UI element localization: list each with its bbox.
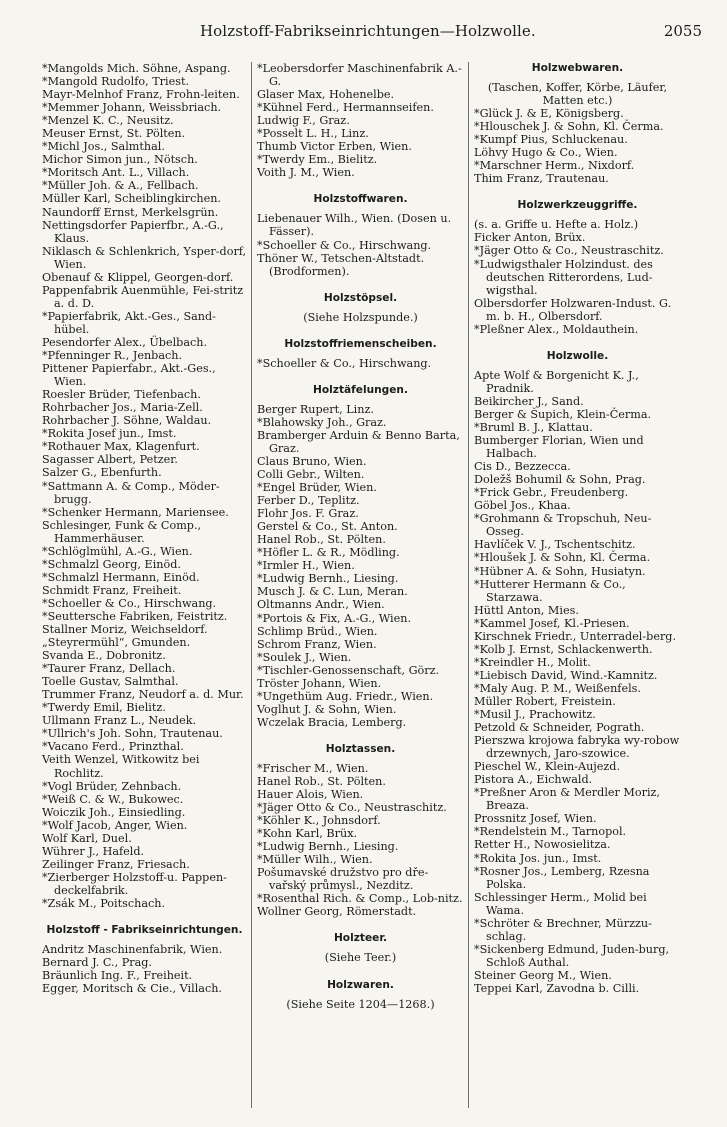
entries-list (42, 62, 247, 910)
list-item: *Kumpf Pius, Schluckenau. (474, 133, 628, 147)
list-item: *Sattmann A. & Comp., Möder-brugg. (42, 479, 220, 506)
list-item: *Glück J. & E, Königsberg. (474, 107, 624, 121)
page-number: 2055 (663, 22, 702, 40)
list-item: Pappenfabrik Auenmühle, Fei-stritz a. d. D. (42, 283, 244, 310)
section-title-holzwolle: Holzwolle. (546, 349, 609, 362)
list-item: *Weiß C. & W., Bukowec. (42, 792, 184, 806)
list-item: *Schmalzl Hermann, Einöd. (42, 570, 200, 584)
list-item: Steiner Georg M., Wien. (474, 968, 612, 982)
list-item: Toelle Gustav, Salmthal. (42, 675, 179, 689)
list-item: Ullmann Franz L., Neudek. (42, 714, 197, 728)
list-item: Zeilinger Franz, Friesach. (42, 857, 190, 871)
list-item: *Rosner Jos., Lemberg, Rzesna Polska. (474, 864, 650, 891)
list-item: *Engel Brüder, Wien. (257, 481, 377, 495)
list-item: *Hübner A. & Sohn, Husiatyn. (474, 564, 646, 578)
list-item: *Portois & Fix, A.-G., Wien. (257, 611, 412, 625)
list-item: *Höfler L. & R., Mödling. (257, 546, 400, 560)
entries-list (257, 403, 464, 729)
list-item: *Wolf Jacob, Anger, Wien. (42, 818, 188, 832)
list-item: *Schoeller & Co., Hirschwang. (42, 596, 217, 610)
list-item: Thöner W., Tetschen-Altstadt. (Brodformen). (257, 251, 425, 278)
entries-list (257, 62, 464, 179)
list-item: *Tischler-Genossenschaft, Görz. (257, 663, 440, 677)
list-item: Gerstel & Co., St. Anton. (257, 520, 398, 534)
list-item: Obenauf & Klippel, Georgen-dorf. (42, 270, 234, 284)
list-item: „Steyrermühl“, Gmunden. (42, 636, 191, 650)
entries-list (474, 369, 681, 995)
list-item: Claus Bruno, Wien. (257, 454, 367, 468)
column-2 (257, 62, 464, 1011)
list-item: Teppei Karl, Zavodna b. Cilli. (474, 982, 640, 995)
list-item: Wührer J., Hafeld. (42, 844, 145, 858)
list-item: *Menzel K. C., Neusitz. (42, 114, 174, 128)
list-item: Thumb Victor Erben, Wien. (257, 140, 412, 154)
entries-list (257, 357, 464, 370)
list-item: Sagasser Albert, Petzer. (42, 453, 178, 467)
list-item: *Kühnel Ferd., Hermannseifen. (257, 101, 434, 115)
list-item: *Schoeller & Co., Hirschwang. (257, 238, 432, 252)
list-item: *Vogl Brüder, Zehnbach. (42, 779, 182, 793)
list-item: Pittener Papierfabr., Akt.-Ges., Wien. (42, 362, 216, 389)
list-item: Wollner Georg, Römerstadt. (257, 905, 417, 919)
list-item: Andritz Maschinenfabrik, Wien. (42, 943, 223, 957)
list-item: *Irmler H., Wien. (257, 559, 355, 573)
list-item: Ficker Anton, Brüx. (474, 231, 586, 245)
list-item: *Twerdy Em., Bielitz. (257, 153, 378, 167)
list-item: Glaser Max, Hohenelbe. (257, 88, 395, 102)
list-item: *Memmer Johann, Weissbriach. (42, 101, 222, 115)
list-item: *Rendelstein M., Tarnopol. (474, 825, 627, 839)
list-item: Müller Karl, Scheiblingkirchen. (42, 192, 221, 206)
list-item: *Seuttersche Fabriken, Feistritz. (42, 609, 228, 623)
list-item: Mayr-Melnhof Franz, Frohn-leiten. (42, 88, 240, 102)
list-item: *Zsák M., Poitschach. (42, 897, 166, 910)
list-item: *Kolb J. Ernst, Schlackenwerth. (474, 642, 653, 656)
list-item: *Liebisch David, Wind.-Kamnitz. (474, 668, 658, 682)
list-item: Schlessinger Herm., Molid bei Wama. (474, 890, 647, 917)
list-item: *Soulek J., Wien. (257, 650, 352, 664)
list-item: *Müller Joh. & A., Fellbach. (42, 179, 199, 193)
list-item: *Schlöglmühl, A.-G., Wien. (42, 544, 193, 558)
list-item: Hüttl Anton, Mies. (474, 603, 579, 617)
section-title-holzstoff-fabrikseinrichtungen: Holzstoff - Fabrikseinrichtungen. (46, 924, 243, 937)
list-item: *Hlouschek J. & Sohn, Kl. Čerma. (474, 120, 664, 134)
list-item: Niklasch & Schlenkrich, Ysper-dorf, Wien. (42, 244, 247, 271)
list-item: Liebenauer Wilh., Wien. (Dosen u. Fässer). (257, 212, 452, 239)
list-item: Naundorff Ernst, Merkelsgrün. (42, 205, 219, 219)
list-item: Schmidt Franz, Freiheit. (42, 583, 182, 597)
cross-reference-note: (Siehe Teer.) (324, 951, 397, 965)
list-item: *Leobersdorfer Maschinenfabrik A.-G. (257, 62, 462, 89)
list-item: Berger Rupert, Linz. (257, 402, 374, 416)
cross-reference-note: (Siehe Seite 1204—1268.) (286, 997, 435, 1011)
list-item: *Frischer M., Wien. (257, 761, 369, 775)
list-item: Voglhut J. & Sohn, Wien. (257, 702, 397, 716)
list-item: Bräunlich Ing. F., Freiheit. (42, 969, 193, 983)
list-item: (s. a. Griffe u. Hefte a. Holz.) (474, 218, 639, 232)
list-item: Wczelak Bracia, Lemberg. (257, 715, 407, 729)
list-item: Trummer Franz, Neudorf a. d. Mur. (42, 688, 244, 702)
list-item: *Ullrich's Joh. Sohn, Trautenau. (42, 727, 223, 741)
list-item: *Müller Wilh., Wien. (257, 853, 373, 867)
column-divider-1 (251, 62, 252, 1108)
list-item: Müller Robert, Freistein. (474, 694, 616, 708)
list-item: Pierszwa krojowa fabryka wy-robow drzewnych, Jaro-szowice. (474, 734, 680, 761)
list-item: *Hutterer Hermann & Co., Starzawa. (474, 577, 626, 604)
list-item: *Ludwigsthaler Holzindust. des deutschen Ritterordens, Lud-wigsthal. (474, 257, 653, 297)
list-item: *Vacano Ferd., Prinzthal. (42, 740, 184, 754)
list-item: Colli Gebr., Wilten. (257, 467, 365, 481)
list-item: Göbel Jos., Khaa. (474, 499, 571, 513)
list-item: Oltmanns Andr., Wien. (257, 598, 385, 612)
list-item: Egger, Moritsch & Cie., Villach. (42, 982, 222, 996)
section-title-holztaefelungen: Holztäfelungen. (313, 383, 408, 396)
list-item: Prossnitz Josef, Wien. (474, 812, 597, 826)
list-item: Ludwig F., Graz. (257, 114, 350, 128)
entries-list (42, 943, 247, 995)
list-item: *Pleßner Alex., Moldauthein. (474, 322, 639, 336)
list-item: Michor Simon jun., Nötsch. (42, 153, 198, 167)
list-item: *Blahowsky Joh., Graz. (257, 415, 387, 429)
list-item: *Ludwig Bernh., Liesing. (257, 840, 399, 854)
list-item: Pistora A., Eichwald. (474, 773, 593, 787)
list-item: Bumberger Florian, Wien und Halbach. (474, 434, 644, 461)
list-item: *Kohn Karl, Brüx. (257, 827, 358, 841)
list-item: *Taurer Franz, Dellach. (42, 662, 176, 676)
list-item: Wolf Karl, Duel. (42, 831, 132, 845)
list-item: *Grohmann & Tropschuh, Neu-Osseg. (474, 512, 652, 539)
section-title-holzteer: Holzteer. (333, 932, 388, 945)
list-item: Olbersdorfer Holzwaren-Indust. G. m. b. H., Olbersdorf. (474, 296, 672, 323)
list-item: Tröster Johann, Wien. (257, 676, 382, 690)
list-item: Stallner Moriz, Weichseldorf. (42, 623, 208, 637)
page-title: Holzstoff-Fabrikseinrichtungen—Holzwolle. (200, 22, 536, 40)
list-item: Nettingsdorfer Papierfbr., A.-G., Klaus. (42, 218, 224, 245)
section-title-holzwebwaren: Holzwebwaren. (531, 62, 624, 74)
list-item: Meuser Ernst, St. Pölten. (42, 127, 186, 141)
list-item: Rohrbacher J. Söhne, Waldau. (42, 414, 212, 428)
list-item: Schlimp Brüd., Wien. (257, 624, 378, 638)
entries-list (257, 212, 464, 277)
list-item: *Rothauer Max, Klagenfurt. (42, 440, 200, 454)
list-item: *Schoeller & Co., Hirschwang. (257, 356, 432, 370)
list-item: *Kreindler H., Molit. (474, 655, 591, 669)
column-3 (474, 62, 681, 995)
list-item: *Bruml B. J., Klattau. (474, 420, 593, 434)
list-item: *Marschner Herm., Nixdorf. (474, 159, 635, 173)
list-item: Hanel Rob., St. Pölten. (257, 774, 386, 788)
list-item: *Jäger Otto & Co., Neustraschitz. (474, 244, 664, 258)
list-item: *Pfenninger R., Jenbach. (42, 349, 183, 363)
list-item: Petzold & Schneider, Pograth. (474, 721, 645, 735)
section-title-holztassen: Holztassen. (325, 742, 396, 755)
list-item: *Mangold Rudolfo, Triest. (42, 75, 190, 89)
list-item: Bramberger Arduin & Benno Barta, Graz. (257, 428, 460, 455)
list-item: Flohr Jos. F. Graz. (257, 507, 359, 521)
list-item: Hanel Rob., St. Pölten. (257, 533, 386, 547)
list-item: *Rokita Jos. jun., Imst. (474, 851, 602, 865)
cross-reference-note: (Siehe Holzspunde.) (303, 310, 418, 324)
list-item: Musch J. & C. Lun, Meran. (257, 585, 408, 599)
list-item: Schlesinger, Funk & Comp., Hammerhäuser. (42, 518, 202, 545)
list-item: Voith J. M., Wien. (257, 166, 355, 180)
list-item: Doležš Bohumil & Sohn, Prag. (474, 473, 646, 487)
list-item: Kirschnek Friedr., Unterradel-berg. (474, 629, 677, 643)
list-item: *Schröter & Brechner, Mürzzu-schlag. (474, 916, 652, 943)
list-item: *Hloušek J. & Sohn, Kl. Čerma. (474, 551, 651, 565)
list-item: *Ungethüm Aug. Friedr., Wien. (257, 689, 434, 703)
list-item: Beikircher J., Sand. (474, 394, 584, 408)
entries-list (474, 107, 681, 185)
list-item: *Sickenberg Edmund, Juden-burg, Schloß Authal. (474, 942, 670, 969)
list-item: Pieschel W., Klein-Aujezd. (474, 760, 621, 774)
list-item: Thim Franz, Trautenau. (474, 172, 609, 186)
section-title-holzwerkzeuggriffe: Holzwerkzeuggriffe. (517, 199, 638, 212)
list-item: Roesler Brüder, Tiefenbach. (42, 388, 201, 402)
list-item: Pesendorfer Alex., Übelbach. (42, 335, 208, 349)
list-item: Woiczik Joh., Einsiedling. (42, 805, 186, 819)
list-item: Hauer Alois, Wien. (257, 788, 364, 802)
list-item: *Kammel Josef, Kl.-Priesen. (474, 616, 630, 630)
list-item: *Preßner Aron & Merdler Moriz, Breaza. (474, 786, 660, 813)
list-item: Rohrbacher Jos., Maria-Zell. (42, 401, 203, 415)
list-item: *Zierberger Holzstoff-u. Pappen-deckelfabrik. (42, 870, 227, 897)
list-item: Svanda E., Dobronitz. (42, 649, 166, 663)
section-title-holzstoepsel: Holzstöpsel. (323, 291, 398, 304)
list-item: Bernard J. C., Prag. (42, 956, 152, 970)
list-item: *Köhler K., Johnsdorf. (257, 814, 381, 828)
list-item: Ferber D., Teplitz. (257, 494, 360, 508)
list-item: *Rosenthal Rich. & Comp., Lob-nitz. (257, 892, 463, 906)
list-item: *Twerdy Emil, Bielitz. (42, 701, 166, 715)
list-item: Salzer G., Ebenfurth. (42, 466, 162, 480)
column-divider-2 (468, 62, 469, 1108)
column-1 (42, 62, 247, 995)
list-item: Retter H., Nowosielitza. (474, 838, 611, 852)
list-item: *Ludwig Bernh., Liesing. (257, 572, 399, 586)
section-title-holzwaren: Holzwaren. (327, 978, 394, 991)
entries-list (474, 218, 681, 335)
list-item: *Musil J., Prachowitz. (474, 708, 596, 722)
list-item: Cis D., Bezzecca. (474, 460, 571, 474)
page-header (20, 22, 710, 44)
list-item: *Schenker Hermann, Mariensee. (42, 505, 229, 519)
list-item: Veith Wenzel, Witkowitz bei Rochlitz. (42, 753, 200, 780)
list-item: Berger & Šupich, Klein-Čerma. (474, 407, 652, 421)
list-item: Löhvy Hugo & Co., Wien. (474, 146, 618, 160)
list-item: Pošumavské družstvo pro dře-vařský průmysl., Nezditz. (257, 866, 429, 893)
list-item: Apte Wolf & Borgenicht K. J., Pradnik. (474, 368, 639, 395)
list-item: Schrom Franz, Wien. (257, 637, 377, 651)
list-item: *Jäger Otto & Co., Neustraschitz. (257, 801, 447, 815)
list-item: *Frick Gebr., Freudenberg. (474, 486, 629, 500)
list-item: *Rokita Josef jun., Imst. (42, 427, 177, 441)
list-item: *Posselt L. H., Linz. (257, 127, 369, 141)
list-item: *Mangolds Mich. Söhne, Aspang. (42, 62, 231, 75)
section-title-holzstoffriemenscheiben: Holzstoffriemenscheiben. (284, 337, 437, 350)
list-item: *Moritsch Ant. L., Villach. (42, 166, 190, 180)
list-item: *Maly Aug. P. M., Weißenfels. (474, 681, 641, 695)
list-item: *Schmalzl Georg, Einöd. (42, 557, 181, 571)
list-item: Havlíček V. J., Tschentschitz. (474, 538, 636, 552)
section-note: (Taschen, Koffer, Körbe, Läufer, Matten etc.) (487, 81, 668, 108)
list-item: *Michl Jos., Salmthal. (42, 140, 165, 154)
section-title-holzstoffwaren: Holzstoffwaren. (313, 193, 408, 206)
entries-list (257, 762, 464, 919)
list-item: *Papierfabrik, Akt.-Ges., Sand-hübel. (42, 309, 216, 336)
